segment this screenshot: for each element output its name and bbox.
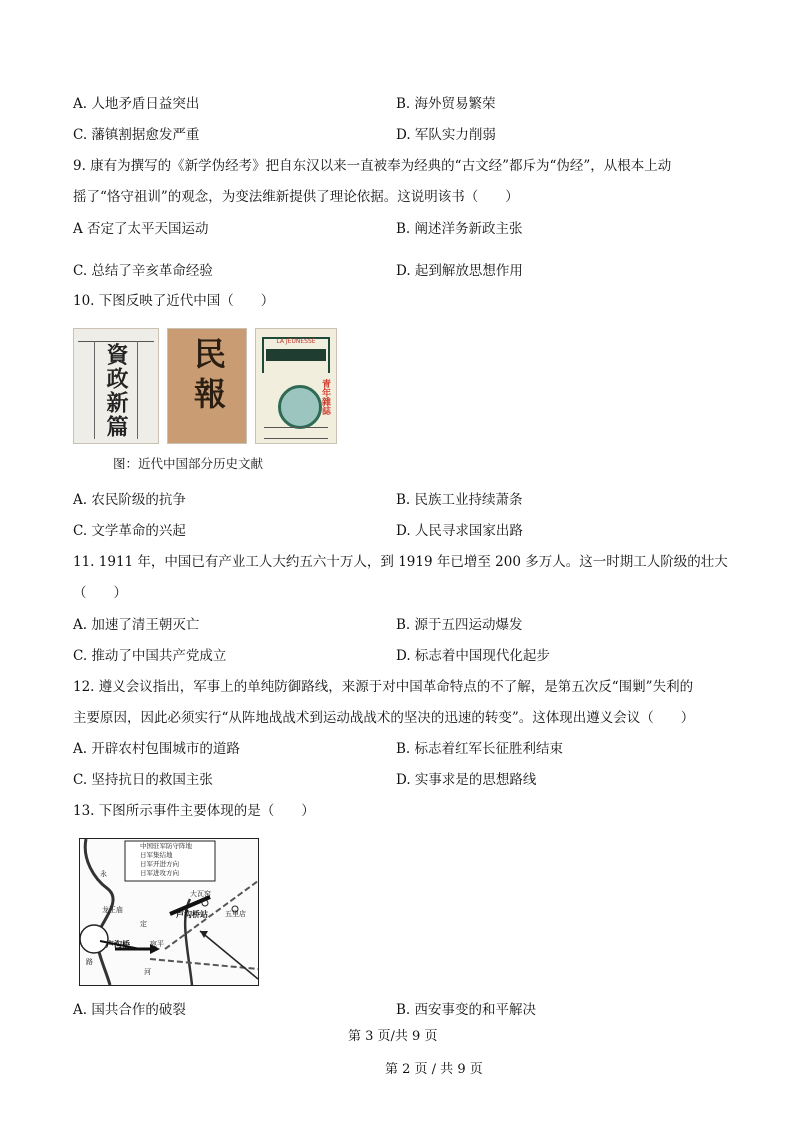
map-label-he: 河 [144, 968, 151, 976]
q9-option-d: D. 起到解放思想作用 [396, 263, 523, 279]
q11-option-d: D. 标志着中国现代化起步 [396, 648, 550, 664]
legend-assembly-area: 日军集结地 [140, 851, 173, 859]
q9-options-row-1 [73, 220, 733, 238]
q11-stem-line-1: 11. 1911 年，中国已有产业工人大约五六十万人，到 1919 年已增至 200 多万人。这一时期工人阶级的壮大 [73, 554, 728, 570]
q10-figure-caption: 图：近代中国部分历史文献 [113, 456, 264, 471]
q11-option-a: A. 加速了清王朝灭亡 [73, 617, 200, 633]
map-label-longwangmiao: 龙王庙 [102, 906, 123, 914]
q8-option-d: D. 军队实力削弱 [396, 127, 496, 143]
q13-stem: 13. 下图所示事件主要体现的是（ ） [73, 803, 315, 819]
q10-stem: 10. 下图反映了近代中国（ ） [73, 293, 275, 309]
q10-option-d: D. 人民寻求国家出路 [396, 523, 523, 539]
q9-option-a: A 否定了太平天国运动 [73, 221, 209, 237]
q12-option-b: B. 标志着红军长征胜利结束 [396, 741, 564, 757]
map-legend [140, 842, 192, 878]
q11-stem-line-2: （ ） [73, 585, 127, 601]
q10-option-a: A. 农民阶级的抗争 [73, 492, 186, 508]
q11-option-c: C. 推动了中国共产党成立 [73, 648, 227, 664]
q12-stem-line-2: 主要原因，因此必须实行“从阵地战战术到运动战战术的坚决的迅速的转变”。这体现出遵义会议（ ） [73, 710, 695, 726]
q9-option-b: B. 阐述洋务新政主张 [396, 221, 523, 237]
q13-option-b: B. 西安事变的和平解决 [396, 1002, 537, 1018]
cover-zizheng-xinpian [73, 328, 159, 444]
cover-la-jeunesse [255, 328, 337, 444]
q13-option-a: A. 国共合作的破裂 [73, 1002, 186, 1018]
map-label-lugouqiao-station: 卢沟桥站 [176, 909, 208, 919]
inner-page-number: 第 3 页/共 9 页 [348, 1029, 438, 1044]
q9-stem-line-2: 摇了“恪守祖训”的观念，为变法维新提供了理论依据。这说明该书（ ） [73, 189, 519, 205]
q11-options-row-2 [73, 647, 733, 665]
cover-minbao [167, 328, 247, 444]
q9-stem-line-1: 9. 康有为撰写的《新学伪经考》把自东汉以来一直被奉为经典的“古文经”都斥为“伪经”，从根本上动 [73, 158, 672, 174]
legend-defense-positions: 中国驻军防守阵地 [140, 842, 192, 850]
cover3-title: LA JEUNESSE [276, 338, 316, 345]
q8-option-c: C. 藩镇割据愈发严重 [73, 127, 200, 143]
cover1-title: 資政新篇 [103, 343, 129, 439]
cover3-subtitle: 青年雜誌 [320, 379, 330, 415]
q12-options-row-2 [73, 771, 733, 789]
legend-attack-direction: 日军进攻方向 [140, 869, 179, 877]
q11-option-b: B. 源于五四运动爆发 [396, 617, 523, 633]
legend-advance-direction: 日军开进方向 [140, 860, 179, 868]
q9-options-row-2 [73, 262, 733, 280]
q8-option-a: A. 人地矛盾日益突出 [73, 96, 200, 112]
q8-options-row-2 [73, 126, 733, 144]
outer-page-number: 第 2 页 / 共 9 页 [385, 1062, 483, 1077]
q9-option-c: C. 总结了辛亥革命经验 [73, 263, 213, 279]
map-label-lugouqiao: 卢沟桥 [106, 939, 130, 949]
q8-option-b: B. 海外贸易繁荣 [396, 96, 496, 112]
q12-options-row-1 [73, 740, 733, 758]
map-label-dawayao: 大瓦窑 [190, 890, 211, 898]
q13-options-row-1 [73, 1001, 733, 1019]
map-label-wulidian: 五里店 [225, 910, 246, 918]
q13-map-lugouqiao [79, 838, 259, 986]
map-label-ding: 定 [140, 920, 147, 928]
map-label-lu: 路 [86, 958, 93, 966]
q10-option-b: B. 民族工业持续萧条 [396, 492, 523, 508]
map-label-yong: 永 [100, 870, 107, 878]
q12-option-d: D. 实事求是的思想路线 [396, 772, 537, 788]
map-label-wanping: 宛平 [150, 940, 164, 948]
q8-options-row-1 [73, 95, 733, 113]
q12-option-a: A. 开辟农村包围城市的道路 [73, 741, 240, 757]
q10-option-c: C. 文学革命的兴起 [73, 523, 186, 539]
q10-options-row-2 [73, 522, 733, 540]
q11-options-row-1 [73, 616, 733, 634]
q10-figure-historical-documents [73, 328, 343, 478]
q12-stem-line-1: 12. 遵义会议指出，军事上的单纯防御路线，来源于对中国革命特点的不了解，是第五次反“围剿”失利的 [73, 679, 694, 695]
cover2-title: 民報 [189, 337, 227, 417]
q10-options-row-1 [73, 491, 733, 509]
q12-option-c: C. 坚持抗日的救国主张 [73, 772, 213, 788]
